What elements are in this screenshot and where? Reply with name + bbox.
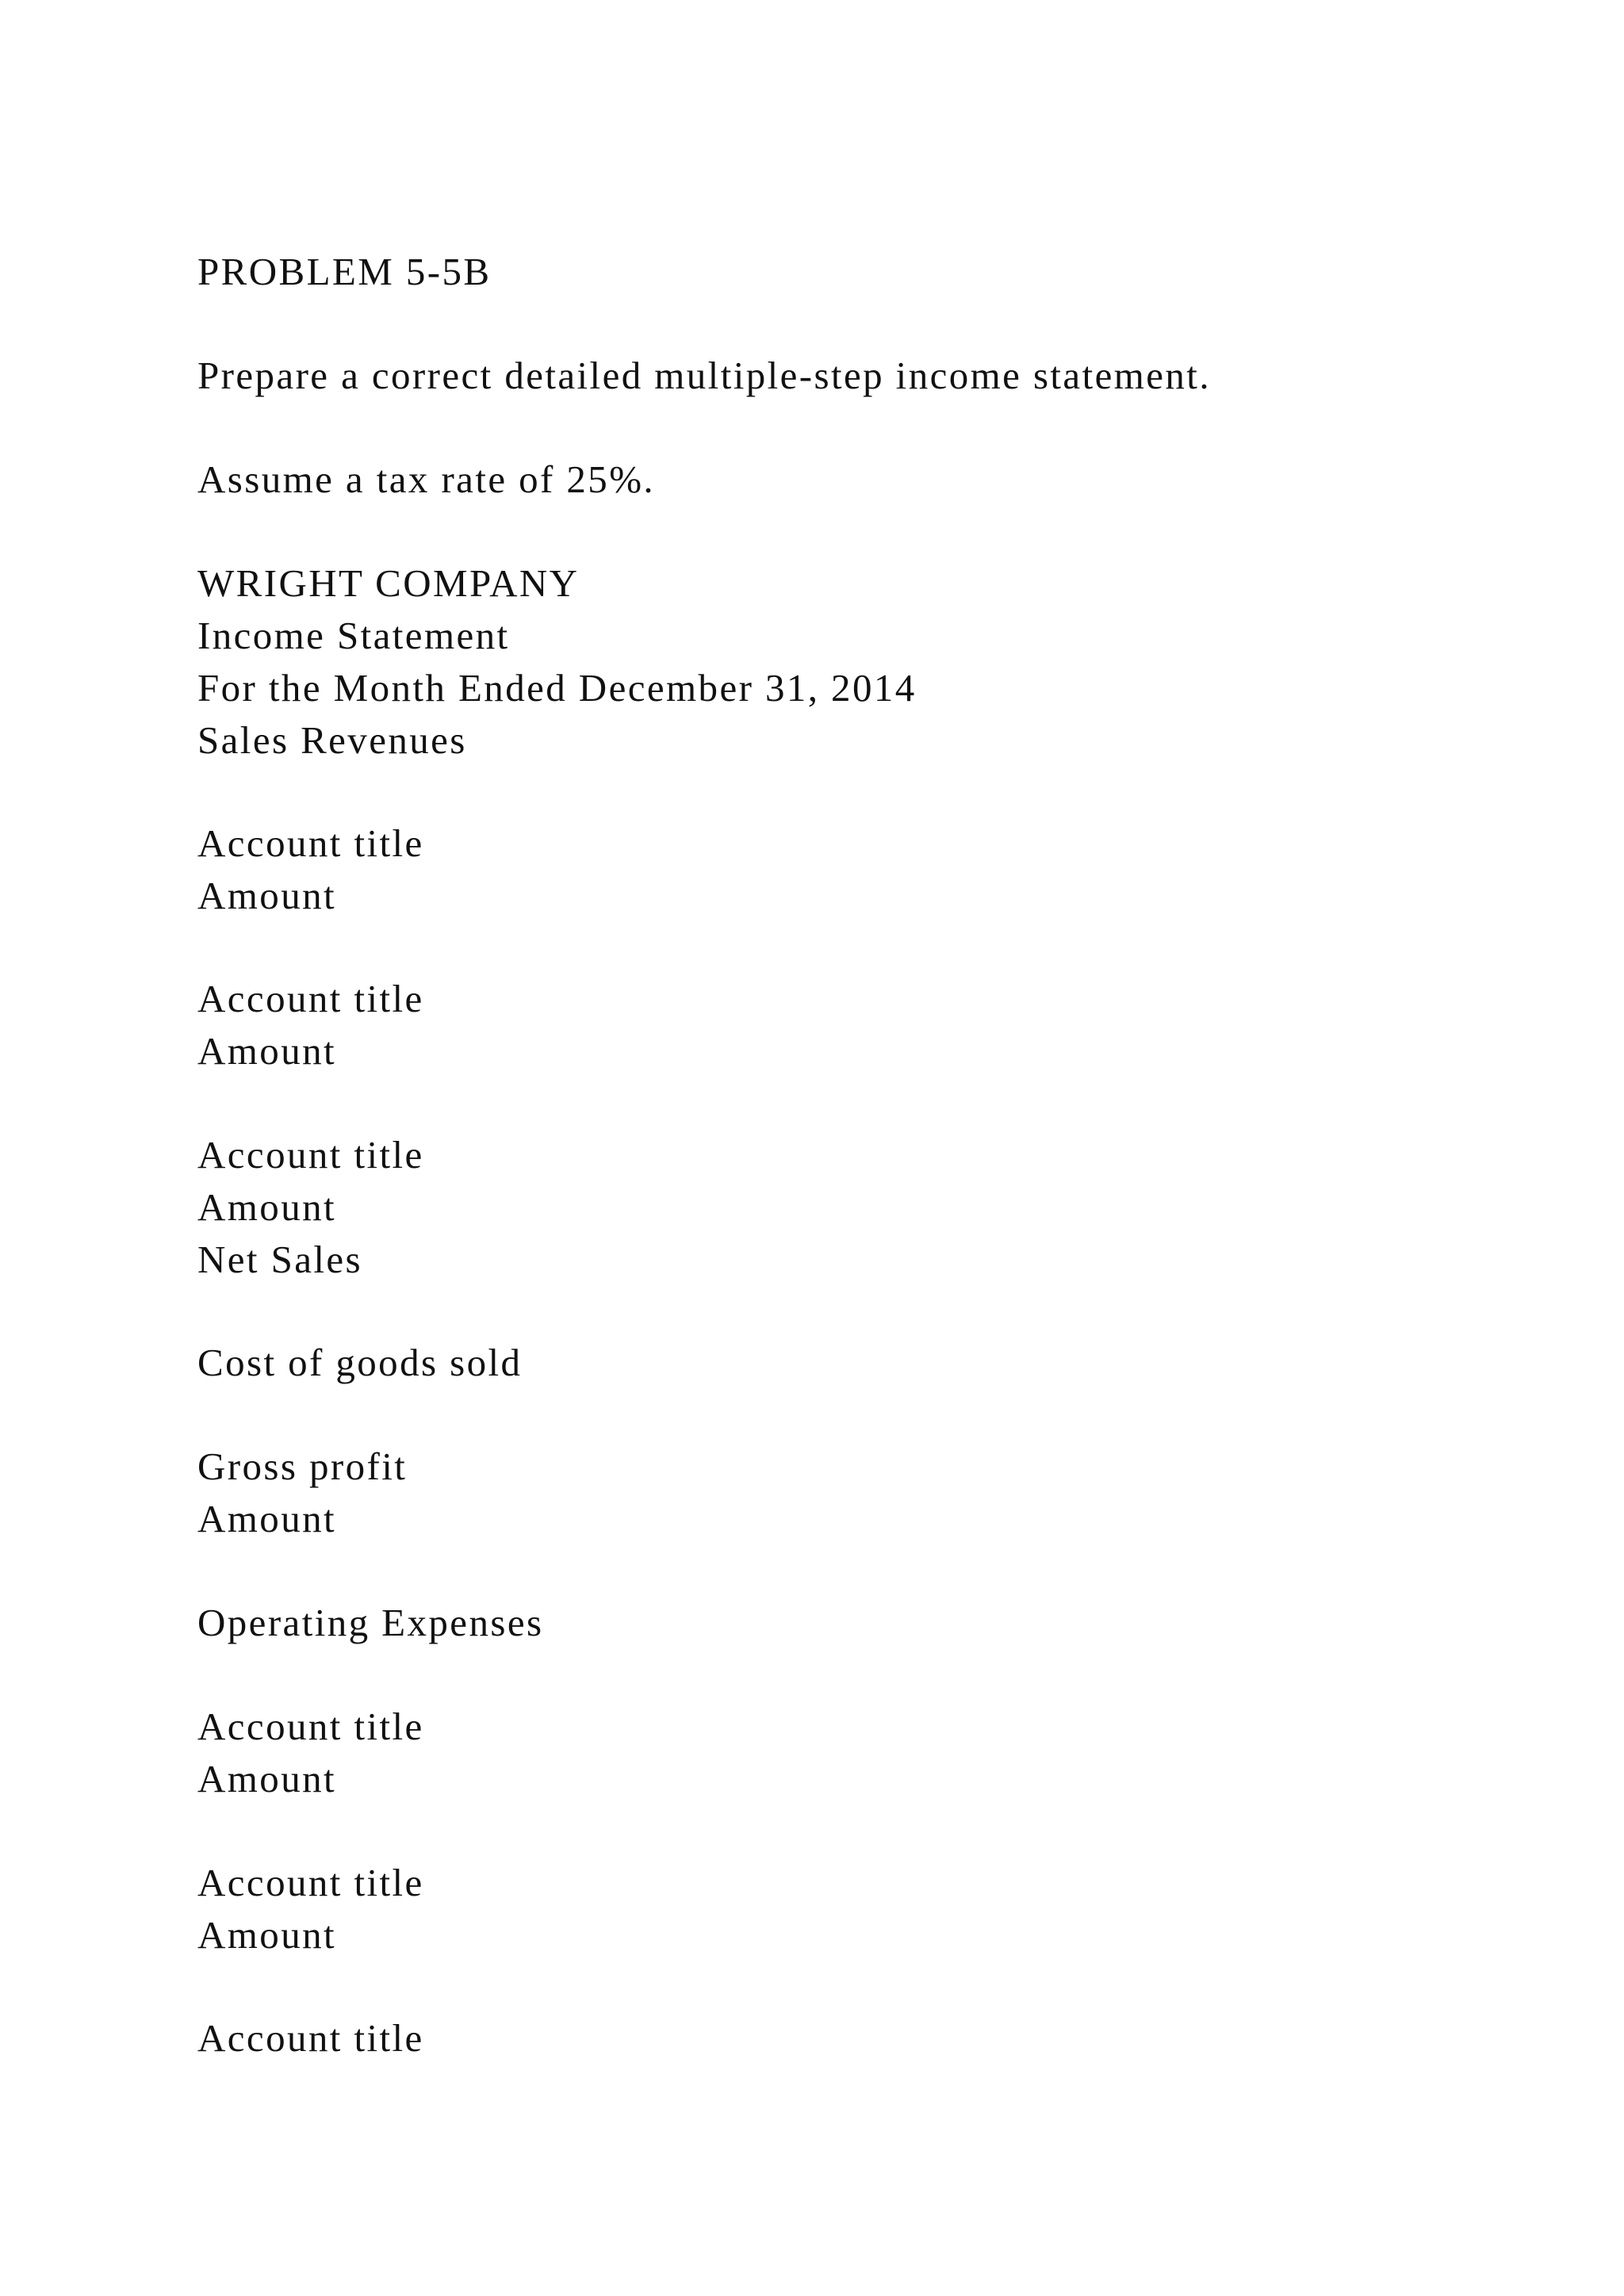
statement-title: Income Statement [197,614,510,657]
amount-label: Amount [197,1913,337,1957]
operating-entry [197,1701,424,1805]
company-name: WRIGHT COMPANY [197,561,580,605]
statement-header-block [197,557,917,767]
instruction-block [197,350,1211,402]
account-title-label: Account title [197,821,424,865]
amount-label: Amount [197,1185,337,1229]
gross-profit-label: Gross profit [197,1445,408,1488]
account-title-label: Account title [197,1861,424,1904]
problem-heading: PROBLEM 5-5B [197,250,492,293]
sales-entry [197,817,424,922]
operating-expenses-block [197,1597,543,1649]
account-title-label: Account title [197,1133,424,1177]
amount-label: Amount [197,1029,337,1073]
cogs-block [197,1337,522,1389]
operating-entry [197,1857,424,1961]
amount-label: Amount [197,1497,337,1540]
account-title-label: Account title [197,2016,424,2060]
statement-period: For the Month Ended December 31, 2014 [197,666,917,710]
operating-entry [197,2012,424,2064]
assumption-block [197,453,655,506]
sales-entry [197,973,424,1077]
operating-expenses-heading: Operating Expenses [197,1601,544,1644]
tax-assumption: Assume a tax rate of 25%. [197,457,656,501]
account-title-label: Account title [197,977,424,1020]
net-sales-label: Net Sales [197,1238,363,1281]
cogs-label: Cost of goods sold [197,1341,523,1384]
problem-instruction: Prepare a correct detailed multiple-step income statement. [197,354,1211,397]
sales-entry [197,1129,424,1286]
amount-label: Amount [197,874,337,917]
problem-heading-block [197,246,491,298]
gross-profit-block [197,1441,407,1545]
sales-section-heading: Sales Revenues [197,718,467,762]
amount-label: Amount [197,1757,337,1800]
account-title-label: Account title [197,1705,424,1748]
